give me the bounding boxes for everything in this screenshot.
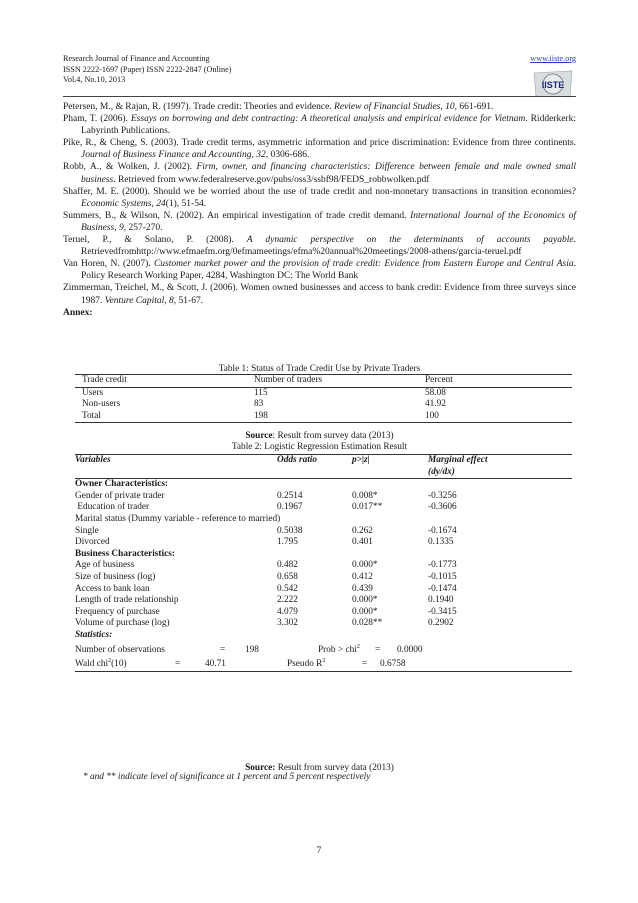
table2-header: Odds ratio — [277, 455, 352, 467]
table-cell: Owner Characteristics: — [75, 479, 169, 490]
table-cell: Education of trader — [75, 502, 150, 513]
table-cell: 0.401 — [352, 537, 373, 548]
table-cell: Access to bank loan — [75, 583, 150, 594]
table-cell: 0.262 — [352, 525, 373, 536]
table1-header: Number of traders — [254, 375, 425, 388]
reference-item: Shaffer, M. E. (2000). Should we be worried about the use of trade credit and non-monetary transactions in transition economies? Economic Systems, 24(1), 51-54. — [63, 186, 576, 209]
table-row — [75, 514, 572, 526]
table-cell: 0.1967 — [277, 502, 303, 513]
table-cell: 4.079 — [277, 606, 298, 617]
reference-item: Pham, T. (2006). Essays on borrowing and debt contracting: A theoretical analysis and empirical evidence for Vietnam. Ridderkerk: Labyrinth Publications. — [63, 114, 576, 137]
table-row — [75, 537, 572, 549]
table-row — [75, 526, 572, 538]
table-cell: Divorced — [75, 537, 110, 548]
statistics-row: Wald chi$^2$(10) = 40.71 Pseudo $R^2 = 0.6758$ — [75, 656, 572, 671]
table-row — [75, 399, 572, 411]
table1-caption: Table 1: Status of Trade Credit Use by Private Traders — [218, 364, 421, 374]
table-cell: 2.222 — [277, 595, 298, 606]
table-cell: 100 — [425, 411, 572, 423]
page-number: 7 — [316, 846, 322, 856]
table-row — [75, 491, 572, 503]
table-cell: 0.658 — [277, 571, 298, 582]
table1-header: Trade credit — [75, 375, 254, 388]
table-row — [75, 411, 572, 423]
table-cell: 41.92 — [425, 399, 446, 410]
reference-item: Petersen, M., & Rajan, R. (1997). Trade credit: Theories and evidence. Review of Financial Studies, 10, 661-691. — [63, 102, 494, 112]
table-cell: 0.028** — [352, 618, 383, 629]
table1-source: Source: Result from survey data (2013) — [245, 431, 394, 441]
table-cell: Non-users — [82, 399, 121, 410]
table-cell: 1.795 — [277, 537, 298, 548]
table-cell: 0.2514 — [277, 490, 303, 501]
reference-item: Van Horen, N. (2007). Customer market power and the provision of trade credit: Evidence from Eastern Europe and Central Asia. Policy Research Working Paper, 4284, Washington DC: The World Bank — [63, 259, 576, 282]
journal-title: Research Journal of Finance and Accounting — [63, 54, 210, 63]
table-cell: -0.1015 — [428, 571, 457, 582]
table-cell: Total — [75, 411, 254, 423]
table-cell: 0.2902 — [428, 618, 454, 629]
table-cell: Users — [82, 387, 104, 398]
table-cell: Length of trade relationship — [75, 595, 179, 606]
journal-url-link[interactable]: www.iiste.org — [530, 54, 576, 63]
table-cell: 58.08 — [425, 387, 446, 398]
table-cell: Size of business (log) — [75, 571, 156, 582]
table-row — [75, 630, 572, 642]
table2-header: (dy/dx) — [428, 467, 572, 479]
reference-item: Pike, R., & Cheng, S. (2003). Trade credit terms, asymmetric information and price discrimination: Evidence from three continents. Journal of Business Finance and Accounting, 32, 0306-686. — [63, 138, 576, 161]
references-list — [63, 101, 576, 319]
table-cell: 0.017** — [352, 502, 383, 513]
table-row — [75, 595, 572, 607]
header-divider — [63, 96, 576, 97]
table-cell: Frequency of purchase — [75, 606, 160, 617]
logo-text: IISTE — [541, 80, 565, 90]
table-cell: 0.000* — [352, 606, 378, 617]
table-cell: -0.1474 — [428, 583, 457, 594]
table2-caption: Table 2: Logistic Regression Estimation Result — [231, 442, 408, 452]
iiste-logo — [532, 69, 574, 99]
table-cell: Gender of private trader — [75, 490, 165, 501]
table-cell: -0.1773 — [428, 560, 457, 571]
table-cell: 0.439 — [352, 583, 373, 594]
table-cell: Statistics: — [75, 629, 113, 640]
table-cell: 0.412 — [352, 571, 373, 582]
table-row — [75, 387, 572, 399]
table2-footnote: * and ** indicate level of significance at 1 percent and 5 percent respectively — [83, 772, 371, 782]
journal-issn: ISSN 2222-1697 (Paper) ISSN 2222-2847 (Online) — [63, 64, 232, 74]
table2-header: p>|z| — [352, 455, 428, 467]
table-cell: Business Characteristics: — [75, 548, 175, 559]
table-row — [75, 560, 572, 572]
table-cell: 115 — [254, 387, 268, 398]
table2-source: Source: Result from survey data (2013) — [245, 763, 394, 773]
table-cell: 0.1335 — [428, 537, 454, 548]
journal-volume: Vol.4, No.10, 2013 — [63, 75, 126, 85]
table-cell: Volume of purchase (log) — [75, 618, 170, 629]
table-cell: 198 — [254, 411, 425, 423]
table-row — [75, 584, 572, 596]
reference-item: Zimmerman, Treichel, M., & Scott, J. (2006). Women owned businesses and access to bank credit: Evidence from three surveys since 1987. Venture Capital, 8, 51-67. — [63, 283, 576, 306]
table-cell: 83 — [254, 399, 264, 410]
table1-header: Percent — [425, 375, 572, 388]
table1 — [75, 374, 572, 423]
table-cell: -0.1674 — [428, 525, 457, 536]
table-row — [75, 479, 572, 491]
table2-header: Variables — [75, 455, 277, 467]
table-cell: -0.3256 — [428, 490, 457, 501]
table2-header: Marginal effect — [428, 455, 572, 467]
table-cell: 0.008* — [352, 490, 378, 501]
annex-heading: Annex: — [63, 307, 93, 318]
table-row — [75, 549, 572, 561]
table-cell: Single — [75, 525, 99, 536]
table-cell: 0.542 — [277, 583, 298, 594]
table-cell: 0.1940 — [428, 595, 454, 606]
reference-item: Summers, B., & Wilson, N. (2002). An empirical investigation of trade credit demand. International Journal of the Economics of Business, 9, 257-270. — [63, 210, 576, 233]
statistics-row: Number of observations = 198 Prob > chi$^2$ = 0.0000 — [75, 643, 423, 655]
table-cell: 0.5038 — [277, 525, 303, 536]
table-cell: 0.000* — [352, 595, 378, 606]
table-cell: -0.3606 — [428, 502, 457, 513]
table-cell: 0.482 — [277, 560, 298, 571]
table2 — [75, 454, 572, 672]
table-cell: -0.3415 — [428, 606, 457, 617]
table-cell: Age of business — [75, 560, 135, 571]
table-row — [75, 572, 572, 584]
table-row — [75, 607, 572, 619]
table-cell: 0.000* — [352, 560, 378, 571]
journal-header — [63, 54, 232, 86]
table-cell: Marital status (Dummy variable - reference to married) — [75, 513, 281, 524]
reference-item: Robb, A., & Wolken, J. (2002). Firm, owner, and financing characteristics: Difference between female and male owned small business. Retrieved from www.federalreserve.gov/pubs/oss3/ssbf98/FEDS_robbwolken.pdf — [63, 162, 576, 185]
table-cell: 3.302 — [277, 618, 298, 629]
table-row — [75, 502, 572, 514]
reference-item: Teruel, P., & Solano, P. (2008). A dynamic perspective on the determinants of accounts payable. Retrievedfromhttp://www.efmaefm.org/0efmameetings/efma%20annual%20meetings/2008-athens/garcia-teruel.pdf — [63, 235, 576, 258]
table-row — [75, 618, 572, 630]
